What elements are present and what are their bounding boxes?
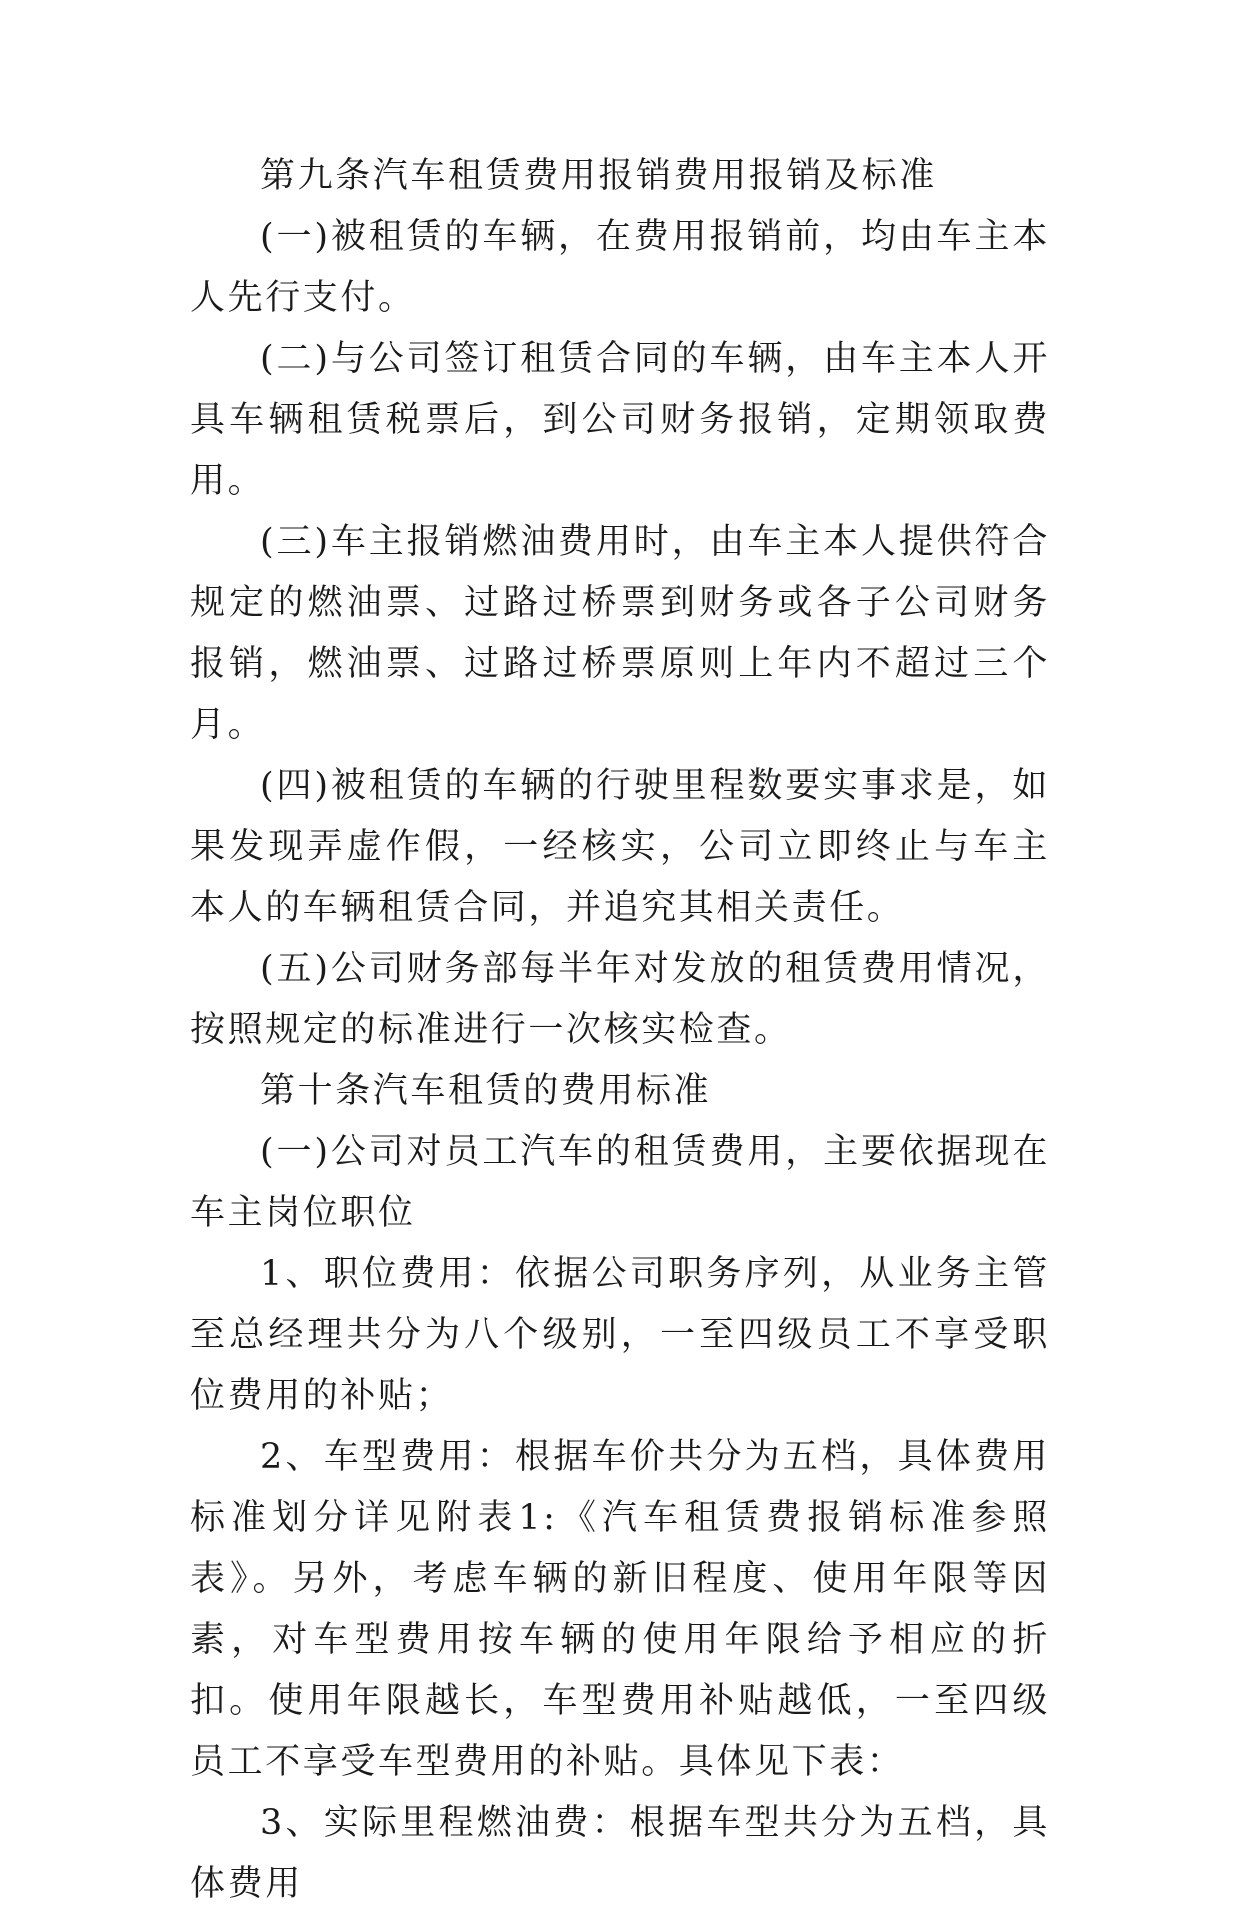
document-body xyxy=(190,146,1050,1915)
article-10-point-2: 2、车型费用：根据车价共分为五档，具体费用标准划分详见附表1:《汽车租赁费报销标准参照表》。另外，考虑车辆的新旧程度、使用年限等因素，对车型费用按车辆的使用年限给予相应的折扣。使用年限越长，车型费用补贴越低，一至四级员工不享受车型费用的补贴。具体见下表： xyxy=(190,1437,1050,1782)
article-9-item-3: (三)车主报销燃油费用时，由车主本人提供符合规定的燃油票、过路过桥票到财务或各子公司财务报销，燃油票、过路过桥票原则上年内不超过三个月。 xyxy=(190,522,1050,745)
article-10-heading: 第十条汽车租赁的费用标准 xyxy=(260,1071,712,1111)
article-9-item-2: (二)与公司签订租赁合同的车辆，由车主本人开具车辆租赁税票后，到公司财务报销，定期领取费用。 xyxy=(190,339,1050,501)
article-9-item-4: (四)被租赁的车辆的行驶里程数要实事求是，如果发现弄虚作假，一经核实，公司立即终止与车主本人的车辆租赁合同，并追究其相关责任。 xyxy=(190,766,1050,928)
article-10-item-1: (一)公司对员工汽车的租赁费用，主要依据现在车主岗位职位 xyxy=(190,1132,1050,1233)
article-10-point-3: 3、实际里程燃油费：根据车型共分为五档，具体费用 xyxy=(190,1803,1050,1904)
article-10-point-1: 1、职位费用：依据公司职务序列，从业务主管至总经理共分为八个级别，一至四级员工不享受职位费用的补贴； xyxy=(190,1254,1050,1416)
article-9-item-5: (五)公司财务部每半年对发放的租赁费用情况，按照规定的标准进行一次核实检查。 xyxy=(190,949,1050,1050)
article-9-item-1: (一)被租赁的车辆，在费用报销前，均由车主本人先行支付。 xyxy=(190,217,1050,318)
article-9-heading: 第九条汽车租赁费用报销费用报销及标准 xyxy=(260,156,937,196)
